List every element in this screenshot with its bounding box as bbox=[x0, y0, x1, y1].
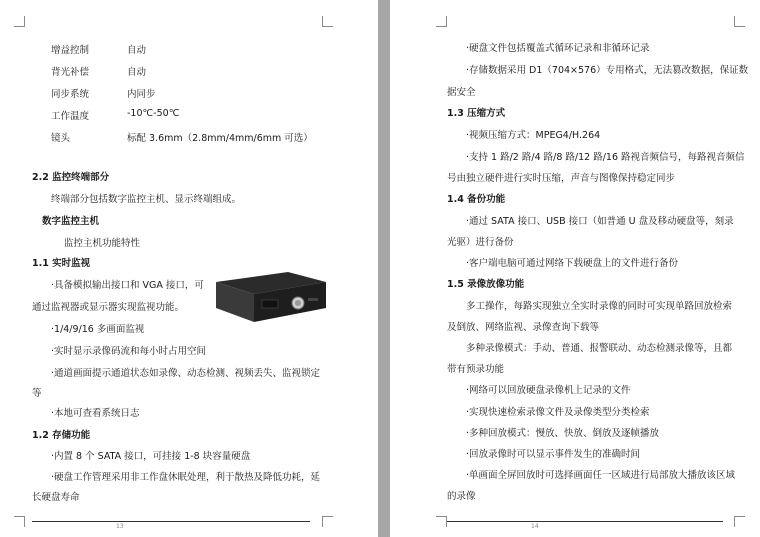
param-value: 内同步 bbox=[127, 89, 156, 100]
right-page bbox=[390, 0, 760, 537]
section-heading: 1.2 存储功能 bbox=[32, 430, 91, 441]
bullet-line: ·具备模拟输出接口和 VGA 接口，可 bbox=[51, 280, 204, 291]
crop-mark bbox=[322, 16, 333, 27]
bullet-line: ·多种回放模式：慢放、快放、倒放及逐帧播放 bbox=[466, 428, 660, 439]
paragraph-line: 光驱）进行备份 bbox=[447, 237, 514, 248]
crop-mark bbox=[436, 16, 447, 27]
footer-rule bbox=[32, 521, 310, 522]
param-value: 自动 bbox=[127, 45, 147, 56]
crop-mark bbox=[436, 516, 447, 527]
paragraph-line: 多工操作，每路实现独立全实时录像的同时可实现单路回放检索 bbox=[466, 301, 733, 312]
paragraph-line: 号由独立硬件进行实时压缩，声音与图像保持稳定同步 bbox=[447, 173, 676, 184]
bullet-line: ·存储数据采用 D1（704×576）专用格式，无法篡改数据，保证数 bbox=[466, 65, 749, 76]
crop-mark bbox=[734, 516, 745, 527]
footer-rule bbox=[447, 521, 723, 522]
crop-mark bbox=[14, 16, 25, 27]
dvr-device-image bbox=[210, 270, 328, 326]
paragraph-line: 等 bbox=[32, 388, 42, 399]
bullet-line: ·单画面全屏回放时可选择画面任一区域进行局部放大播放该区域 bbox=[466, 470, 736, 481]
bullet-line: ·客户端电脑可通过网络下载硬盘上的文件进行备份 bbox=[466, 258, 679, 269]
section-heading: 1.5 录像放像功能 bbox=[447, 279, 525, 290]
param-label: 工作温度 bbox=[51, 111, 90, 122]
page-number: 14 bbox=[531, 523, 539, 530]
bullet-line: ·硬盘工作管理采用非工作盘休眠处理，利于散热及降低功耗，延 bbox=[51, 472, 321, 483]
paragraph-line: 多种录像模式：手动、普通、报警联动、动态检测录像等，且都 bbox=[466, 343, 733, 354]
paragraph-line: 带有预录功能 bbox=[447, 364, 505, 375]
bullet-line: ·视频压缩方式：MPEG4/H.264 bbox=[466, 130, 601, 141]
page-gutter bbox=[378, 0, 390, 537]
param-label: 同步系统 bbox=[51, 89, 90, 100]
param-label: 背光补偿 bbox=[51, 67, 90, 78]
param-value: 自动 bbox=[127, 67, 147, 78]
paragraph-line: 长硬盘寿命 bbox=[32, 492, 80, 503]
paragraph-line: 据安全 bbox=[447, 87, 476, 98]
param-label: 增益控制 bbox=[51, 45, 90, 56]
bullet-line: ·回放录像时可以显示事件发生的准确时间 bbox=[466, 449, 641, 460]
paragraph-line: 的录像 bbox=[447, 491, 476, 502]
section-heading: 1.4 备份功能 bbox=[447, 194, 506, 205]
section-heading: 2.2 监控终端部分 bbox=[32, 172, 110, 183]
bullet-line: ·网络可以回放硬盘录像机上记录的文件 bbox=[466, 385, 631, 396]
crop-mark bbox=[734, 16, 745, 27]
section-heading: 1.3 压缩方式 bbox=[447, 108, 506, 119]
bullet-line: ·本地可查看系统日志 bbox=[51, 408, 140, 419]
param-value: 标配 3.6mm（2.8mm/4mm/6mm 可选） bbox=[127, 133, 313, 144]
paragraph-line: 终端部分包括数字监控主机、显示终端组成。 bbox=[51, 194, 242, 205]
bullet-line: ·通道画面提示通道状态如录像、动态检测、视频丢失、监视锁定 bbox=[51, 368, 321, 379]
subsection-heading: 数字监控主机 bbox=[42, 216, 100, 227]
paragraph-line: 通过监视器或显示器实现监视功能。 bbox=[32, 302, 185, 313]
page-number: 13 bbox=[116, 523, 124, 530]
paragraph-line: 监控主机功能特性 bbox=[64, 238, 141, 249]
bullet-line: ·内置 8 个 SATA 接口，可挂接 1-8 块容量硬盘 bbox=[51, 451, 251, 462]
section-heading: 1.1 实时监视 bbox=[32, 258, 91, 269]
param-label: 镜头 bbox=[51, 133, 71, 144]
crop-mark bbox=[14, 516, 25, 527]
param-value: -10℃-50℃ bbox=[127, 108, 180, 119]
bullet-line: ·1/4/9/16 多画面监视 bbox=[51, 324, 145, 335]
bullet-line: ·硬盘文件包括覆盖式循环记录和非循环记录 bbox=[466, 43, 650, 54]
left-page bbox=[0, 0, 378, 537]
bullet-line: ·支持 1 路/2 路/4 路/8 路/12 路/16 路视音频信号，每路视音频信 bbox=[466, 152, 745, 163]
bullet-line: ·实现快速检索录像文件及录像类型分类检索 bbox=[466, 407, 650, 418]
crop-mark bbox=[322, 516, 333, 527]
bullet-line: ·实时显示录像码流和每小时占用空间 bbox=[51, 346, 207, 357]
bullet-line: ·通过 SATA 接口、USB 接口（如普通 U 盘及移动硬盘等，刻录 bbox=[466, 216, 734, 227]
paragraph-line: 及倒放、网络监视、录像查询下载等 bbox=[447, 322, 600, 333]
